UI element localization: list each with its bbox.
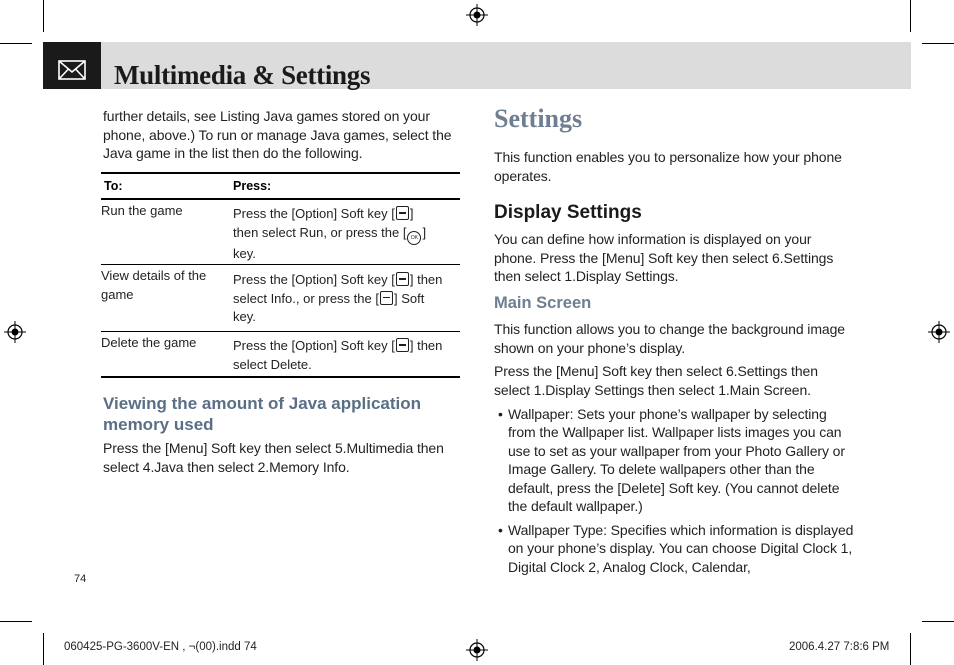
table-cell-to: Run the game bbox=[101, 203, 183, 218]
crop-mark bbox=[0, 43, 32, 44]
table-header-press: Press: bbox=[233, 179, 272, 193]
display-settings-heading: Display Settings bbox=[494, 202, 642, 223]
table-bottom-rule bbox=[101, 376, 460, 378]
page-number: 74 bbox=[74, 573, 87, 585]
table-cell-press bbox=[233, 205, 461, 263]
press-text: key. bbox=[233, 245, 256, 261]
soft-key-icon bbox=[380, 291, 393, 305]
crop-mark bbox=[43, 0, 44, 32]
main-screen-heading: Main Screen bbox=[494, 294, 592, 312]
crop-mark bbox=[910, 0, 911, 32]
soft-key-icon bbox=[396, 206, 409, 220]
soft-key-icon bbox=[396, 272, 409, 286]
to-text: View details of the bbox=[101, 268, 207, 283]
footer-timestamp: 2006.4.27 7:8:6 PM bbox=[789, 641, 890, 653]
table-header-to: To: bbox=[104, 179, 123, 193]
crop-mark bbox=[910, 633, 911, 665]
envelope-icon bbox=[43, 42, 101, 89]
settings-title: Settings bbox=[494, 104, 583, 133]
page-title: Multimedia & Settings bbox=[114, 60, 371, 90]
header-tab bbox=[43, 42, 101, 89]
press-text: ] bbox=[422, 224, 427, 240]
crop-mark bbox=[43, 633, 44, 665]
list-item bbox=[498, 405, 852, 515]
table-cell-to bbox=[101, 267, 206, 304]
press-text: then select Run, or press the [ bbox=[233, 224, 407, 240]
press-text: ] then bbox=[409, 338, 443, 353]
soft-key-icon bbox=[396, 338, 409, 352]
crop-mark bbox=[922, 43, 954, 44]
registration-mark-icon bbox=[466, 639, 488, 661]
registration-mark-icon bbox=[466, 4, 488, 26]
press-text: select Info., or press the [ bbox=[233, 290, 379, 306]
press-text: ] then bbox=[409, 272, 443, 287]
table-row-rule bbox=[101, 331, 460, 332]
crop-mark bbox=[0, 621, 32, 622]
section-paragraph: Press the [Menu] Soft key then select 5.Multimedia then select 4.Java then select 2.Memory Info. bbox=[103, 440, 444, 475]
registration-mark-icon bbox=[928, 321, 950, 343]
table-cell-press bbox=[233, 271, 461, 327]
settings-intro: This function enables you to personalize how your phone operates. bbox=[494, 149, 842, 184]
list-item-text: Wallpaper: Sets your phone’s wallpaper by selecting from the Wallpaper list. Wallpaper lists images you can use to set as your wallpaper from your Photo Gallery or Image Gallery. To delete wallpapers other than the default, press the [Delete] Soft key. (You cannot delete the default wallpaper.) bbox=[508, 406, 845, 515]
footer-file-info: 060425-PG-3600V-EN , ¬(00).indd 74 bbox=[64, 641, 257, 653]
press-text: Press the [Option] Soft key [ bbox=[233, 206, 395, 221]
table-row-rule bbox=[101, 264, 460, 265]
press-text: select Delete. bbox=[233, 356, 312, 372]
table-header-rule bbox=[101, 198, 460, 200]
ok-key-icon: OK bbox=[407, 231, 421, 245]
table-cell-to: Delete the game bbox=[101, 335, 197, 350]
table-top-rule bbox=[101, 172, 460, 174]
press-text: Press the [Option] Soft key [ bbox=[233, 338, 395, 353]
bullet-icon: • bbox=[498, 406, 503, 422]
main-screen-paragraph: This function allows you to change the background image shown on your phone’s display. bbox=[494, 321, 845, 356]
press-text: Press the [Option] Soft key [ bbox=[233, 272, 395, 287]
press-text: ] Soft bbox=[393, 290, 425, 306]
intro-paragraph: further details, see Listing Java games stored on your phone, above.) To run or manage Java games, select the Java game in the list then do the following. bbox=[103, 108, 452, 162]
section-heading: Viewing the amount of Java application memory used bbox=[103, 394, 422, 434]
press-text: key. bbox=[233, 309, 256, 325]
bullet-icon: • bbox=[498, 522, 503, 538]
list-item-text: Wallpaper Type: Specifies which information is displayed on your phone’s display. You can choose Digital Clock 1, Digital Clock 2, Analog Clock, Calendar, bbox=[508, 522, 854, 575]
crop-mark bbox=[922, 621, 954, 622]
display-settings-paragraph: You can define how information is displayed on your phone. Press the [Menu] Soft key then select 6.Settings then select 1.Display Settings. bbox=[494, 231, 834, 285]
press-text: ] bbox=[409, 206, 414, 221]
registration-mark-icon bbox=[4, 321, 26, 343]
list-item bbox=[498, 521, 856, 576]
main-screen-paragraph: Press the [Menu] Soft key then select 6.Settings then select 1.Display Settings then select 1.Main Screen. bbox=[494, 363, 818, 398]
table-cell-press bbox=[233, 337, 461, 374]
to-text: game bbox=[101, 286, 134, 302]
